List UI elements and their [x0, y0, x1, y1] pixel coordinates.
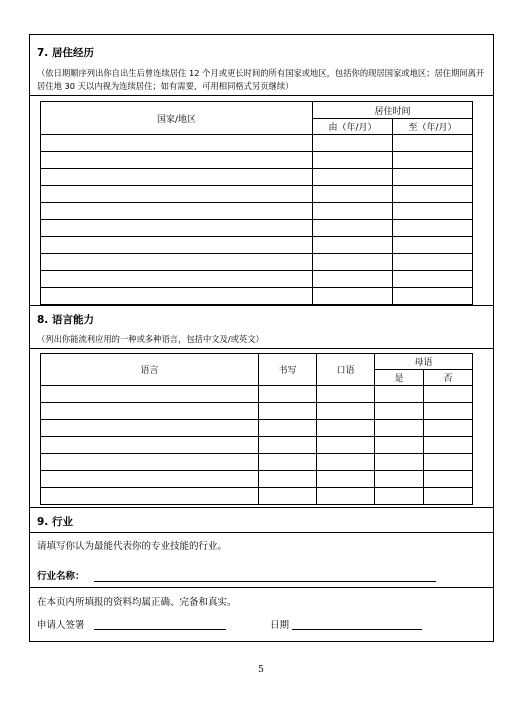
country-cell[interactable] — [41, 220, 313, 237]
table-row — [41, 220, 473, 237]
table-row — [41, 420, 473, 437]
speaking-cell[interactable] — [317, 403, 375, 420]
language-cell[interactable] — [41, 471, 259, 488]
header-language: 语言 — [41, 354, 259, 386]
divider — [30, 305, 493, 306]
from-cell[interactable] — [313, 288, 393, 305]
header-no: 否 — [424, 370, 473, 386]
no-cell[interactable] — [424, 386, 473, 403]
table-row — [41, 437, 473, 454]
header-to: 至（年/月） — [393, 119, 473, 135]
writing-cell[interactable] — [259, 420, 317, 437]
yes-cell[interactable] — [375, 403, 424, 420]
country-cell[interactable] — [41, 288, 313, 305]
table-row — [41, 135, 473, 152]
header-period: 居住时间 — [313, 102, 473, 119]
no-cell[interactable] — [424, 403, 473, 420]
language-cell[interactable] — [41, 420, 259, 437]
no-cell[interactable] — [424, 454, 473, 471]
section-8-note: （列出你能流利应用的一种或多种语言，包括中文及/或英文） — [37, 334, 264, 344]
residence-table — [40, 101, 473, 305]
to-cell[interactable] — [393, 271, 473, 288]
header-writing: 书写 — [259, 354, 317, 386]
from-cell[interactable] — [313, 220, 393, 237]
speaking-cell[interactable] — [317, 420, 375, 437]
language-cell[interactable] — [41, 488, 259, 505]
to-cell[interactable] — [393, 169, 473, 186]
table-row — [41, 237, 473, 254]
yes-cell[interactable] — [375, 454, 424, 471]
table-row — [41, 488, 473, 505]
from-cell[interactable] — [313, 135, 393, 152]
declaration-statement: 在本页内所填报的资料均属正确、完备和真实。 — [37, 597, 237, 608]
yes-cell[interactable] — [375, 420, 424, 437]
table-row — [41, 254, 473, 271]
signature-label: 申请人签署 — [37, 620, 85, 631]
country-cell[interactable] — [41, 254, 313, 271]
no-cell[interactable] — [424, 437, 473, 454]
language-table — [40, 353, 473, 505]
header-country: 国家/地区 — [41, 102, 313, 135]
no-cell[interactable] — [424, 488, 473, 505]
section-7-note: （依日期顺序列出你自出生后曾连续居住 12 个月或更长时间的所有国家或地区，包括你的现居国家或地区；居住期间离开居住地 30 天以内视为连续居住；如有需要，可用相同格式另页继续） — [37, 68, 485, 91]
writing-cell[interactable] — [259, 471, 317, 488]
section-7-title: 7. 居住经历 — [37, 47, 94, 59]
section-9-title: 9. 行业 — [37, 516, 73, 528]
to-cell[interactable] — [393, 254, 473, 271]
divider — [30, 348, 493, 349]
date-input-line[interactable] — [292, 629, 422, 630]
header-speaking: 口语 — [317, 354, 375, 386]
page-number: 5 — [258, 665, 264, 675]
table-row — [41, 471, 473, 488]
from-cell[interactable] — [313, 254, 393, 271]
header-yes: 是 — [375, 370, 424, 386]
date-label: 日期 — [270, 620, 290, 631]
language-cell[interactable] — [41, 403, 259, 420]
yes-cell[interactable] — [375, 471, 424, 488]
divider — [30, 507, 493, 508]
language-cell[interactable] — [41, 454, 259, 471]
to-cell[interactable] — [393, 237, 473, 254]
form-frame — [29, 34, 494, 642]
from-cell[interactable] — [313, 271, 393, 288]
no-cell[interactable] — [424, 471, 473, 488]
signature-input-line[interactable] — [94, 629, 226, 630]
from-cell[interactable] — [313, 152, 393, 169]
table-row — [41, 403, 473, 420]
from-cell[interactable] — [313, 237, 393, 254]
country-cell[interactable] — [41, 169, 313, 186]
to-cell[interactable] — [393, 203, 473, 220]
country-cell[interactable] — [41, 152, 313, 169]
speaking-cell[interactable] — [317, 437, 375, 454]
header-from: 由（年/月） — [313, 119, 393, 135]
from-cell[interactable] — [313, 186, 393, 203]
speaking-cell[interactable] — [317, 386, 375, 403]
section-8-title: 8. 语言能力 — [37, 314, 94, 326]
to-cell[interactable] — [393, 288, 473, 305]
country-cell[interactable] — [41, 135, 313, 152]
language-cell[interactable] — [41, 437, 259, 454]
table-row — [41, 186, 473, 203]
table-row — [41, 169, 473, 186]
table-row — [41, 288, 473, 305]
yes-cell[interactable] — [375, 386, 424, 403]
header-mother-tongue: 母语 — [375, 354, 473, 370]
speaking-cell[interactable] — [317, 454, 375, 471]
industry-input-line[interactable] — [94, 581, 436, 582]
table-row — [41, 386, 473, 403]
country-cell[interactable] — [41, 271, 313, 288]
yes-cell[interactable] — [375, 488, 424, 505]
to-cell[interactable] — [393, 186, 473, 203]
table-row — [41, 454, 473, 471]
writing-cell[interactable] — [259, 403, 317, 420]
writing-cell[interactable] — [259, 454, 317, 471]
to-cell[interactable] — [393, 135, 473, 152]
writing-cell[interactable] — [259, 386, 317, 403]
to-cell[interactable] — [393, 220, 473, 237]
divider — [30, 95, 493, 96]
table-row — [41, 271, 473, 288]
to-cell[interactable] — [393, 152, 473, 169]
table-row — [41, 203, 473, 220]
country-cell[interactable] — [41, 237, 313, 254]
yes-cell[interactable] — [375, 437, 424, 454]
speaking-cell[interactable] — [317, 488, 375, 505]
country-cell[interactable] — [41, 186, 313, 203]
no-cell[interactable] — [424, 420, 473, 437]
speaking-cell[interactable] — [317, 471, 375, 488]
table-row — [41, 152, 473, 169]
writing-cell[interactable] — [259, 488, 317, 505]
writing-cell[interactable] — [259, 437, 317, 454]
divider — [30, 587, 493, 588]
from-cell[interactable] — [313, 203, 393, 220]
industry-instruction: 请填写你认为最能代表你的专业技能的行业。 — [37, 541, 228, 552]
from-cell[interactable] — [313, 169, 393, 186]
language-cell[interactable] — [41, 386, 259, 403]
industry-label: 行业名称： — [37, 571, 85, 582]
divider — [30, 532, 493, 533]
country-cell[interactable] — [41, 203, 313, 220]
